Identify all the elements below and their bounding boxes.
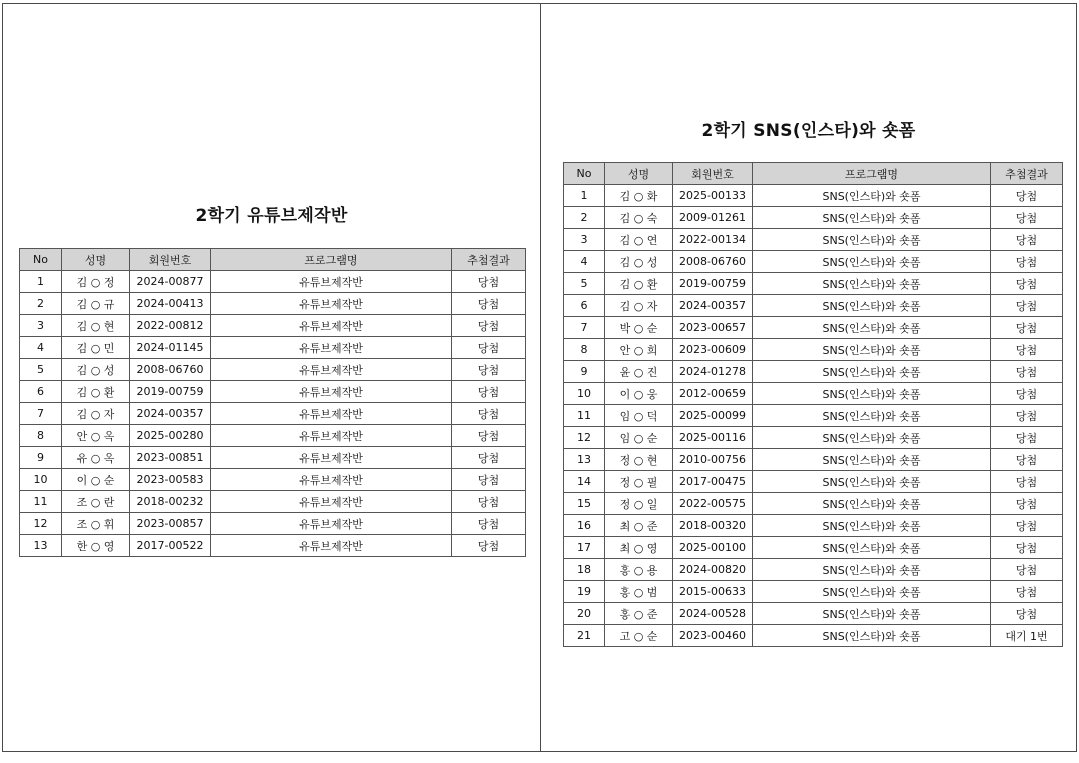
table-body	[564, 185, 1063, 647]
cell-program: SNS(인스타)와 숏폼	[753, 559, 991, 581]
cell-result: 당첨	[991, 383, 1063, 405]
cell-result: 당첨	[452, 315, 526, 337]
cell-result: 당첨	[452, 271, 526, 293]
header-program: 프로그램명	[211, 249, 452, 271]
cell-name: 임 ○ 덕	[605, 405, 673, 427]
cell-member-id: 2019-00759	[673, 273, 753, 295]
cell-no: 17	[564, 537, 605, 559]
cell-result: 당첨	[452, 535, 526, 557]
table-row	[20, 469, 526, 491]
cell-name: 윤 ○ 진	[605, 361, 673, 383]
cell-result: 당첨	[991, 603, 1063, 625]
cell-member-id: 2023-00609	[673, 339, 753, 361]
results-table-youtube	[19, 248, 526, 557]
cell-no: 11	[20, 491, 62, 513]
cell-no: 10	[564, 383, 605, 405]
cell-program: SNS(인스타)와 숏폼	[753, 207, 991, 229]
cell-member-id: 2022-00812	[130, 315, 211, 337]
cell-program: SNS(인스타)와 숏폼	[753, 383, 991, 405]
cell-no: 20	[564, 603, 605, 625]
table-header-row	[564, 163, 1063, 185]
cell-result: 당첨	[991, 317, 1063, 339]
cell-name: 홍 ○ 준	[605, 603, 673, 625]
cell-program: SNS(인스타)와 숏폼	[753, 471, 991, 493]
cell-member-id: 2024-00357	[673, 295, 753, 317]
cell-result: 당첨	[991, 339, 1063, 361]
cell-no: 13	[20, 535, 62, 557]
cell-result: 당첨	[991, 581, 1063, 603]
cell-program: 유튜브제작반	[211, 469, 452, 491]
cell-member-id: 2025-00280	[130, 425, 211, 447]
cell-program: 유튜브제작반	[211, 315, 452, 337]
table-row	[20, 447, 526, 469]
cell-result: 당첨	[991, 295, 1063, 317]
cell-name: 최 ○ 영	[605, 537, 673, 559]
cell-no: 9	[564, 361, 605, 383]
cell-no: 4	[20, 337, 62, 359]
cell-member-id: 2018-00320	[673, 515, 753, 537]
header-member-id: 회원번호	[673, 163, 753, 185]
cell-program: 유튜브제작반	[211, 447, 452, 469]
cell-program: SNS(인스타)와 숏폼	[753, 185, 991, 207]
cell-no: 9	[20, 447, 62, 469]
cell-program: SNS(인스타)와 숏폼	[753, 427, 991, 449]
cell-result: 당첨	[452, 491, 526, 513]
table-row	[564, 383, 1063, 405]
cell-no: 13	[564, 449, 605, 471]
cell-result: 당첨	[452, 403, 526, 425]
cell-result: 당첨	[452, 293, 526, 315]
cell-result: 당첨	[991, 559, 1063, 581]
cell-member-id: 2022-00134	[673, 229, 753, 251]
cell-no: 6	[20, 381, 62, 403]
cell-name: 한 ○ 영	[62, 535, 130, 557]
cell-name: 김 ○ 숙	[605, 207, 673, 229]
header-no: No	[20, 249, 62, 271]
cell-program: SNS(인스타)와 숏폼	[753, 405, 991, 427]
table-row	[564, 317, 1063, 339]
cell-program: 유튜브제작반	[211, 491, 452, 513]
cell-no: 7	[564, 317, 605, 339]
table-row	[20, 315, 526, 337]
cell-no: 5	[20, 359, 62, 381]
header-name: 성명	[605, 163, 673, 185]
table-row	[564, 273, 1063, 295]
header-no: No	[564, 163, 605, 185]
table-row	[564, 581, 1063, 603]
cell-name: 고 ○ 순	[605, 625, 673, 647]
header-program: 프로그램명	[753, 163, 991, 185]
table-row	[564, 405, 1063, 427]
cell-program: SNS(인스타)와 숏폼	[753, 361, 991, 383]
table-row	[564, 493, 1063, 515]
cell-result: 당첨	[452, 447, 526, 469]
cell-name: 유 ○ 옥	[62, 447, 130, 469]
cell-no: 5	[564, 273, 605, 295]
table-row	[564, 207, 1063, 229]
table-body	[20, 271, 526, 557]
table-row	[564, 471, 1063, 493]
cell-member-id: 2024-00877	[130, 271, 211, 293]
cell-name: 김 ○ 정	[62, 271, 130, 293]
cell-member-id: 2023-00851	[130, 447, 211, 469]
table-row	[564, 515, 1063, 537]
cell-member-id: 2024-00528	[673, 603, 753, 625]
cell-no: 14	[564, 471, 605, 493]
cell-member-id: 2023-00657	[673, 317, 753, 339]
table-row	[564, 449, 1063, 471]
cell-result: 당첨	[991, 251, 1063, 273]
page-title: 2학기 유튜브제작반	[195, 206, 348, 226]
cell-program: SNS(인스타)와 숏폼	[753, 229, 991, 251]
cell-no: 2	[20, 293, 62, 315]
cell-no: 8	[564, 339, 605, 361]
cell-name: 김 ○ 자	[605, 295, 673, 317]
cell-member-id: 2024-00413	[130, 293, 211, 315]
table-row	[20, 403, 526, 425]
header-name: 성명	[62, 249, 130, 271]
cell-name: 김 ○ 환	[605, 273, 673, 295]
cell-name: 홍 ○ 범	[605, 581, 673, 603]
cell-result: 당첨	[452, 513, 526, 535]
table-row	[564, 295, 1063, 317]
cell-program: SNS(인스타)와 숏폼	[753, 295, 991, 317]
cell-result: 당첨	[991, 185, 1063, 207]
cell-name: 김 ○ 규	[62, 293, 130, 315]
cell-name: 김 ○ 현	[62, 315, 130, 337]
cell-no: 4	[564, 251, 605, 273]
cell-name: 김 ○ 자	[62, 403, 130, 425]
cell-no: 15	[564, 493, 605, 515]
table-row	[564, 251, 1063, 273]
cell-name: 박 ○ 순	[605, 317, 673, 339]
page-left	[2, 3, 541, 752]
cell-member-id: 2024-00820	[673, 559, 753, 581]
cell-result: 당첨	[991, 207, 1063, 229]
cell-no: 19	[564, 581, 605, 603]
cell-name: 김 ○ 성	[605, 251, 673, 273]
cell-no: 18	[564, 559, 605, 581]
cell-result: 대기 1번	[991, 625, 1063, 647]
table-row	[20, 491, 526, 513]
cell-member-id: 2009-01261	[673, 207, 753, 229]
cell-member-id: 2023-00460	[673, 625, 753, 647]
cell-member-id: 2024-00357	[130, 403, 211, 425]
cell-program: SNS(인스타)와 숏폼	[753, 625, 991, 647]
cell-member-id: 2015-00633	[673, 581, 753, 603]
cell-program: 유튜브제작반	[211, 513, 452, 535]
cell-no: 8	[20, 425, 62, 447]
cell-member-id: 2008-06760	[130, 359, 211, 381]
cell-no: 16	[564, 515, 605, 537]
cell-program: 유튜브제작반	[211, 535, 452, 557]
header-result: 추첨결과	[991, 163, 1063, 185]
table-row	[20, 513, 526, 535]
cell-member-id: 2010-00756	[673, 449, 753, 471]
cell-program: SNS(인스타)와 숏폼	[753, 515, 991, 537]
cell-name: 이 ○ 웅	[605, 383, 673, 405]
cell-name: 이 ○ 순	[62, 469, 130, 491]
cell-member-id: 2019-00759	[130, 381, 211, 403]
cell-no: 7	[20, 403, 62, 425]
cell-no: 3	[564, 229, 605, 251]
cell-program: SNS(인스타)와 숏폼	[753, 537, 991, 559]
table-row	[20, 359, 526, 381]
cell-program: SNS(인스타)와 숏폼	[753, 339, 991, 361]
cell-program: 유튜브제작반	[211, 271, 452, 293]
table-header-row	[20, 249, 526, 271]
table-row	[20, 293, 526, 315]
cell-no: 1	[564, 185, 605, 207]
table-row	[564, 537, 1063, 559]
cell-no: 10	[20, 469, 62, 491]
cell-no: 21	[564, 625, 605, 647]
cell-member-id: 2017-00475	[673, 471, 753, 493]
cell-no: 12	[564, 427, 605, 449]
cell-program: 유튜브제작반	[211, 381, 452, 403]
cell-member-id: 2024-01145	[130, 337, 211, 359]
table-row	[564, 185, 1063, 207]
cell-member-id: 2025-00116	[673, 427, 753, 449]
cell-result: 당첨	[991, 493, 1063, 515]
cell-program: 유튜브제작반	[211, 425, 452, 447]
cell-name: 안 ○ 옥	[62, 425, 130, 447]
cell-name: 김 ○ 성	[62, 359, 130, 381]
cell-no: 2	[564, 207, 605, 229]
cell-result: 당첨	[991, 273, 1063, 295]
table-row	[564, 229, 1063, 251]
cell-program: SNS(인스타)와 숏폼	[753, 273, 991, 295]
table-row	[564, 339, 1063, 361]
cell-result: 당첨	[991, 537, 1063, 559]
cell-no: 12	[20, 513, 62, 535]
cell-name: 김 ○ 환	[62, 381, 130, 403]
cell-name: 조 ○ 휘	[62, 513, 130, 535]
cell-result: 당첨	[452, 337, 526, 359]
cell-member-id: 2008-06760	[673, 251, 753, 273]
cell-result: 당첨	[991, 427, 1063, 449]
page-right	[540, 3, 1077, 752]
results-table-sns	[563, 162, 1063, 647]
cell-result: 당첨	[991, 361, 1063, 383]
cell-name: 정 ○ 필	[605, 471, 673, 493]
cell-result: 당첨	[991, 405, 1063, 427]
cell-member-id: 2022-00575	[673, 493, 753, 515]
cell-name: 김 ○ 화	[605, 185, 673, 207]
cell-result: 당첨	[452, 469, 526, 491]
cell-name: 임 ○ 순	[605, 427, 673, 449]
cell-no: 3	[20, 315, 62, 337]
cell-program: SNS(인스타)와 숏폼	[753, 493, 991, 515]
cell-program: 유튜브제작반	[211, 359, 452, 381]
cell-result: 당첨	[991, 471, 1063, 493]
cell-result: 당첨	[991, 515, 1063, 537]
cell-program: SNS(인스타)와 숏폼	[753, 251, 991, 273]
cell-result: 당첨	[452, 425, 526, 447]
cell-program: SNS(인스타)와 숏폼	[753, 603, 991, 625]
cell-member-id: 2025-00099	[673, 405, 753, 427]
cell-result: 당첨	[991, 229, 1063, 251]
cell-name: 김 ○ 민	[62, 337, 130, 359]
table-row	[564, 625, 1063, 647]
cell-program: SNS(인스타)와 숏폼	[753, 581, 991, 603]
cell-member-id: 2012-00659	[673, 383, 753, 405]
table-row	[564, 559, 1063, 581]
cell-member-id: 2023-00583	[130, 469, 211, 491]
cell-program: 유튜브제작반	[211, 403, 452, 425]
table-row	[20, 425, 526, 447]
table-row	[564, 427, 1063, 449]
cell-name: 정 ○ 일	[605, 493, 673, 515]
cell-result: 당첨	[452, 381, 526, 403]
cell-program: 유튜브제작반	[211, 337, 452, 359]
cell-name: 김 ○ 연	[605, 229, 673, 251]
cell-name: 안 ○ 희	[605, 339, 673, 361]
cell-member-id: 2025-00133	[673, 185, 753, 207]
cell-result: 당첨	[452, 359, 526, 381]
table-row	[20, 337, 526, 359]
cell-result: 당첨	[991, 449, 1063, 471]
table-row	[20, 535, 526, 557]
cell-member-id: 2023-00857	[130, 513, 211, 535]
cell-member-id: 2017-00522	[130, 535, 211, 557]
cell-member-id: 2025-00100	[673, 537, 753, 559]
cell-no: 1	[20, 271, 62, 293]
table-row	[564, 603, 1063, 625]
cell-member-id: 2024-01278	[673, 361, 753, 383]
cell-name: 최 ○ 준	[605, 515, 673, 537]
table-row	[564, 361, 1063, 383]
cell-program: 유튜브제작반	[211, 293, 452, 315]
cell-program: SNS(인스타)와 숏폼	[753, 449, 991, 471]
cell-program: SNS(인스타)와 숏폼	[753, 317, 991, 339]
table-row	[20, 271, 526, 293]
header-result: 추첨결과	[452, 249, 526, 271]
table-row	[20, 381, 526, 403]
page-title: 2학기 SNS(인스타)와 숏폼	[701, 121, 916, 141]
cell-member-id: 2018-00232	[130, 491, 211, 513]
cell-no: 11	[564, 405, 605, 427]
header-member-id: 회원번호	[130, 249, 211, 271]
cell-no: 6	[564, 295, 605, 317]
cell-name: 정 ○ 현	[605, 449, 673, 471]
cell-name: 조 ○ 란	[62, 491, 130, 513]
cell-name: 홍 ○ 용	[605, 559, 673, 581]
